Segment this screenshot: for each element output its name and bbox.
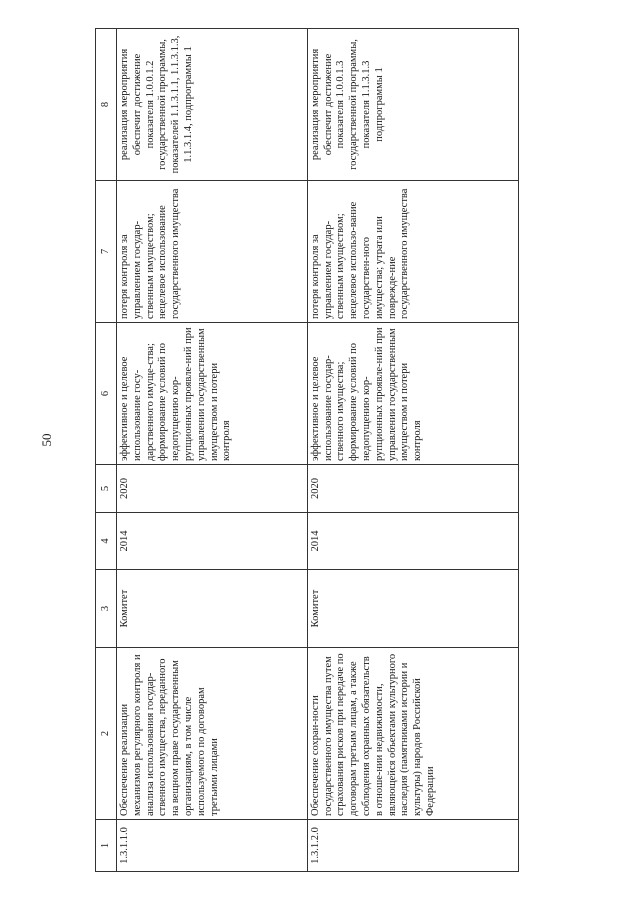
row-risk: потеря контроля за управлением государ-ственным имуществом; нецелевое использо-вание государствен-ного имущества; утрата или поврежде-ние государственного имущества — [307, 181, 518, 323]
row-start-year: 2014 — [117, 513, 308, 570]
page-number: 50 — [39, 433, 54, 447]
row-indicator-link: реализация мероприятия обеспечит достижение показателя 1.0.0.1.3 государственной программы, показателя 1.1.3.1.3 подпрограммы 1 — [307, 29, 518, 181]
row-executor: Комитет — [117, 570, 308, 648]
measures-table — [95, 28, 519, 872]
row-end-year: 2020 — [117, 465, 308, 513]
row-description: Обеспечение сохран-ности государственного имущества путем страхования рисков при передаче по договорам третьим лицам, а также соблюдения охранных обязательств в отноше-нии недвижимости, являющейся объектами культурного наследия (памятниками истории и культуры) народов Российской Федерации — [307, 648, 518, 820]
row-risk: потеря контроля за управлением государ-ственным имуществом; нецелевое использование государственного имущества — [117, 181, 308, 323]
row-expected-result: эффективное и целевое использование госу-дарственного имуще-ства; формирование условий по недопущению кор-рупционных проявле-ний при управлении государственным имуществом и потери контроля — [117, 323, 308, 465]
header-col-7: 7 — [96, 181, 117, 323]
row-end-year: 2020 — [307, 465, 518, 513]
header-col-4: 4 — [96, 513, 117, 570]
table-container — [95, 29, 519, 872]
header-col-6: 6 — [96, 323, 117, 465]
header-row — [96, 29, 117, 872]
row-id: 1.3.1.1.0 — [117, 820, 308, 872]
row-start-year: 2014 — [307, 513, 518, 570]
header-col-5: 5 — [96, 465, 117, 513]
header-col-8: 8 — [96, 29, 117, 181]
header-col-3: 3 — [96, 570, 117, 648]
header-col-2: 2 — [96, 648, 117, 820]
table-row — [307, 29, 518, 872]
row-indicator-link: реализация мероприятия обеспечит достижение показателя 1.0.0.1.2 государственной программы, показателей 1.1.3.1.1, 1.1.3.1.3, 1.1.3.1.4, подпрограммы 1 — [117, 29, 308, 181]
table-row — [117, 29, 308, 872]
row-id: 1.3.1.2.0 — [307, 820, 518, 872]
rotated-table-wrapper — [95, 29, 519, 872]
header-col-1: 1 — [96, 820, 117, 872]
row-description: Обеспечение реализации механизмов регулярного контроля и анализа использования государ-ственного имущества, переданного на вещном праве государственным организациям, в том числе используемого по договорам третьими лицами — [117, 648, 308, 820]
row-executor: Комитет — [307, 570, 518, 648]
row-expected-result: эффективное и целевое использование государ-ственного имущества; формирование условий по недопущению кор-рупционных проявле-ний при управлении государственным имуществом и потери контроля — [307, 323, 518, 465]
